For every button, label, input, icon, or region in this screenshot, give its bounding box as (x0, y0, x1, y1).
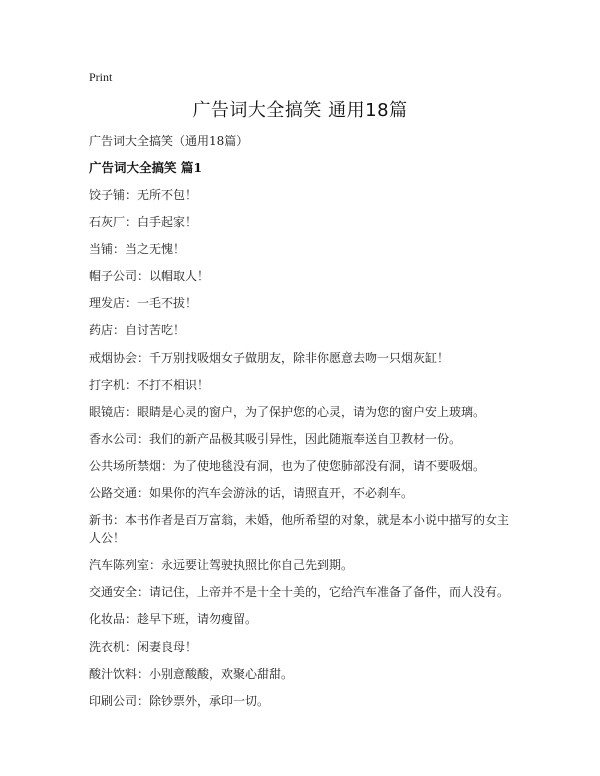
slogan-entry: 酸汁饮料：小别意酸酸，欢聚心甜甜。 (89, 666, 294, 681)
slogan-entry: 饺子铺：无所不包！ (89, 188, 198, 202)
slogan-entry: 公路交通：如果你的汽车会游泳的话，请照直开，不必刹车。 (89, 486, 414, 501)
document-title: 广告词大全搞笑 通用18篇 (192, 100, 408, 121)
slogan-entry: 新书：本书作者是百万富翁，未婚，他所希望的对象，就是本小说中描写的女主人公！ (89, 513, 510, 546)
print-label: Print (89, 70, 113, 84)
slogan-entry: 理发店：一毛不拔！ (89, 296, 198, 311)
slogan-entry: 药店：自讨苦吃！ (89, 323, 186, 338)
slogan-entry: 当铺：当之无愧！ (89, 242, 186, 257)
slogan-entry: 洗衣机：闲妻良母！ (89, 639, 198, 654)
slogan-entry: 公共场所禁烟：为了使地毯没有洞，也为了使您肺部没有洞，请不要吸烟。 (89, 458, 486, 473)
slogan-entry: 印刷公司：除钞票外，承印一切。 (89, 693, 270, 708)
slogan-entry: 帽子公司：以帽取人！ (89, 269, 210, 284)
slogan-entry: 打字机：不打不相识！ (89, 377, 210, 392)
slogan-entry: 交通安全：请记住，上帝并不是十全十美的，它给汽车准备了备件，而人没有。 (89, 585, 510, 600)
slogan-entry: 石灰厂：白手起家！ (89, 215, 198, 230)
slogan-list (89, 186, 519, 719)
slogan-entry: 香水公司：我们的新产品极其吸引异性，因此随瓶奉送自卫教材一份。 (89, 431, 462, 446)
section-heading: 广告词大全搞笑 篇1 (89, 160, 203, 175)
slogan-entry: 戒烟协会：千万别找吸烟女子做朋友，除非你愿意去吻一只烟灰缸！ (89, 350, 450, 365)
slogan-entry: 汽车陈列室：永远要让驾驶执照比你自己先到期。 (89, 558, 354, 573)
slogan-entry: 眼镜店：眼睛是心灵的窗户，为了保护您的心灵，请为您的窗户安上玻璃。 (89, 404, 486, 419)
document-subtitle: 广告词大全搞笑（通用18篇） (89, 134, 249, 148)
slogan-entry: 化妆品：趁早下班，请勿瘦留。 (89, 612, 258, 627)
